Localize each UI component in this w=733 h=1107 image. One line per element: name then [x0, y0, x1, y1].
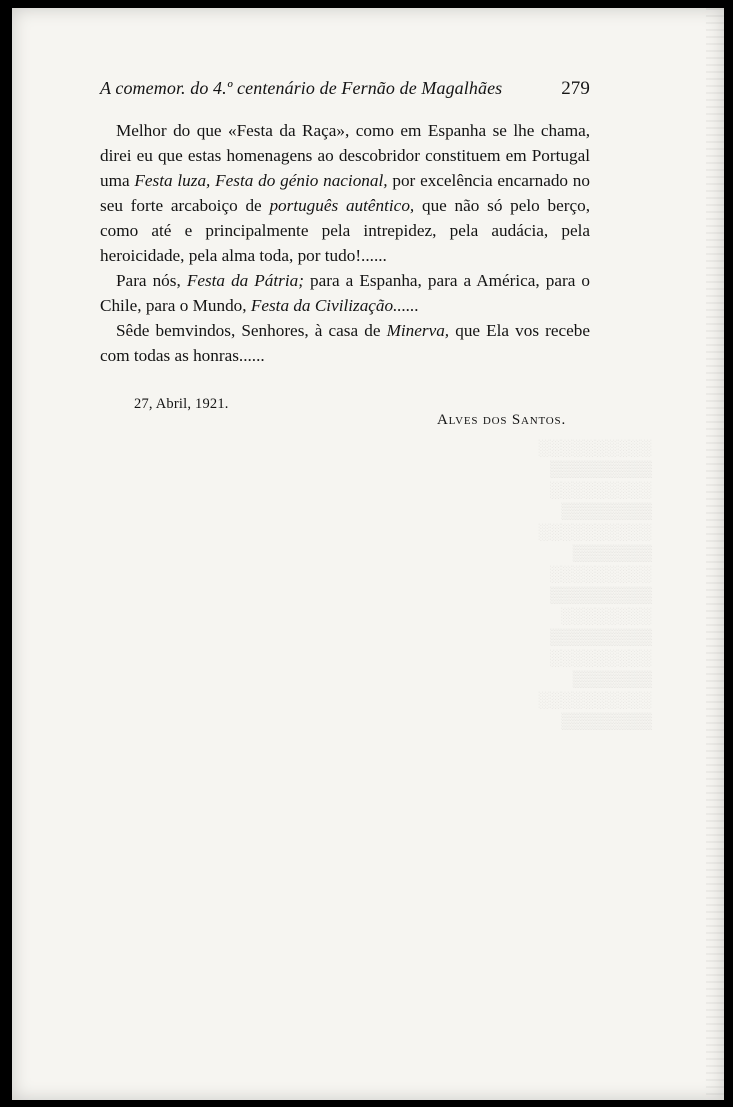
- text-run: Sêde bemvindos, Senhores, à casa de: [116, 321, 387, 340]
- italic-run: Festa da Pátria;: [186, 271, 304, 290]
- page-number: 279: [561, 78, 590, 99]
- italic-run: Minerva,: [386, 321, 450, 340]
- italic-run: português autêntico,: [269, 196, 415, 215]
- closing-block: [100, 396, 590, 456]
- running-header: [100, 78, 590, 100]
- date-line: 27, Abril, 1921.: [134, 396, 229, 412]
- italic-run: Festa luza, Festa do génio nacional,: [134, 171, 388, 190]
- body-text: [100, 118, 590, 368]
- italic-run: Festa da Civilização......: [250, 296, 419, 315]
- bleed-through-texture: ░░░░░░░░░░ ▒▒▒▒▒▒▒▒▒ ░░░░░░░░░ ▒▒▒▒▒▒▒▒ ░░░░░░░░░░ ▒▒▒▒▒▒▒ ░░░░░░░░░ ▒▒▒▒▒▒▒▒▒ ░░░░░░░░ ▒▒▒▒▒▒▒▒▒ ░░░░░░░░░ ▒▒▒▒▒▒▒ ░░░░░░░░░░ ▒▒▒▒▒▒▒▒: [538, 440, 652, 730]
- running-title: A comemor. do 4.º centenário de Fernão de Magalhães: [100, 78, 503, 98]
- body-paragraph: [100, 118, 590, 268]
- page-text-block: [100, 78, 590, 456]
- text-run: para a Espanha, para a América, para o Chile, para o Mundo,: [100, 271, 590, 315]
- text-run: que Ela vos recebe com todas as honras......: [100, 321, 590, 365]
- right-edge-wear: [706, 8, 724, 1100]
- body-paragraph: [100, 318, 590, 368]
- text-run: Para nós,: [116, 271, 187, 290]
- text-run: Melhor do que «Festa da Raça», como em Espanha se lhe chama, direi eu que estas homenagens ao descobridor constituem em Portugal uma: [100, 121, 590, 190]
- text-run: por excelência encarnado no seu forte arcaboiço de: [100, 171, 590, 215]
- body-paragraph: [100, 268, 590, 318]
- author-signature: Alves dos Santos.: [437, 412, 566, 428]
- paper-sheet: [12, 8, 724, 1100]
- text-run: que não só pelo berço, como até e principalmente pela intrepidez, pela audácia, pela heroicidade, pela alma toda, por tudo!......: [100, 196, 591, 265]
